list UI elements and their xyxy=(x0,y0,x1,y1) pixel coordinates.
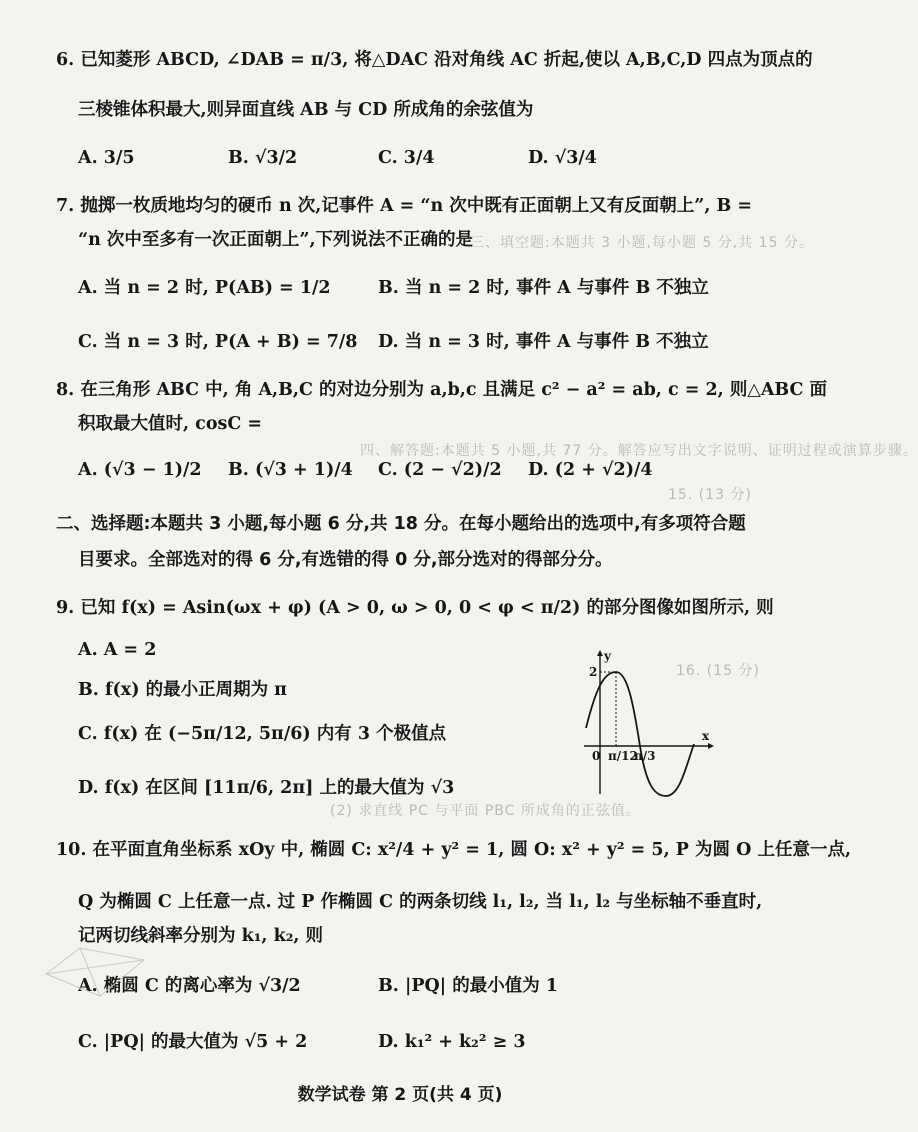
q9-option-c: C. f(x) 在 (−5π/12, 5π/6) 内有 3 个极值点 xyxy=(78,724,447,744)
q10-line1: 10. 在平面直角坐标系 xOy 中, 椭圆 C: x²/4 + y² = 1, 圆 O: x² + y² = 5, P 为圆 O 上任意一点, xyxy=(56,840,852,860)
q6-option-a: A. 3/5 xyxy=(78,148,135,168)
q8-option-b: B. (√3 + 1)/4 xyxy=(228,460,353,480)
q7-option-d: D. 当 n = 3 时, 事件 A 与事件 B 不独立 xyxy=(378,332,709,352)
x-axis-arrow xyxy=(708,743,714,749)
bleed-text: 四、解答题:本题共 5 小题,共 77 分。解答应写出文字说明、证明过程或演算步骤。 xyxy=(360,443,918,459)
y-axis-arrow xyxy=(597,650,603,656)
sine-curve xyxy=(586,672,694,796)
q6-option-d: D. √3/4 xyxy=(528,148,597,168)
q8-line1: 8. 在三角形 ABC 中, 角 A,B,C 的对边分别为 a,b,c 且满足 c² − a² = ab, c = 2, 则△ABC 面 xyxy=(56,380,828,400)
q10-line2: Q 为椭圆 C 上任意一点. 过 P 作椭圆 C 的两条切线 l₁, l₂, 当 l₁, l₂ 与坐标轴不垂直时, xyxy=(78,892,763,912)
q6-line1: 6. 已知菱形 ABCD, ∠DAB = π/3, 将△DAC 沿对角线 AC 折起,使以 A,B,C,D 四点为顶点的 xyxy=(56,50,813,70)
q8-option-d: D. (2 + √2)/4 xyxy=(528,460,653,480)
bleed-text: 16. (15 分) xyxy=(676,663,760,679)
q6-option-c: C. 3/4 xyxy=(378,148,435,168)
q10-option-b: B. |PQ| 的最小值为 1 xyxy=(378,976,558,996)
page-footer: 数学试卷 第 2 页(共 4 页) xyxy=(297,1085,503,1105)
q7-option-c: C. 当 n = 3 时, P(A + B) = 7/8 xyxy=(78,332,358,352)
q10-option-d: D. k₁² + k₂² ≥ 3 xyxy=(378,1032,526,1052)
q10-option-c: C. |PQ| 的最大值为 √5 + 2 xyxy=(78,1032,308,1052)
q7-line2: “n 次中至多有一次正面朝上”,下列说法不正确的是 xyxy=(78,230,474,250)
bleed-text: 15. (13 分) xyxy=(668,487,752,503)
bleed-sketch xyxy=(40,940,150,1000)
graph-tick-pi3: π/3 xyxy=(634,749,656,763)
graph-x-label: x xyxy=(702,729,710,743)
q7-option-a: A. 当 n = 2 时, P(AB) = 1/2 xyxy=(78,278,331,298)
section-2-instructions: 目要求。全部选对的得 6 分,有选错的得 0 分,部分选对的得部分分。 xyxy=(78,550,613,570)
q8-option-c: C. (2 − √2)/2 xyxy=(378,460,502,480)
q6-option-b: B. √3/2 xyxy=(228,148,298,168)
q7-line1: 7. 抛掷一枚质地均匀的硬币 n 次,记事件 A = “n 次中既有正面朝上又有反面朝上”, B = xyxy=(56,196,753,216)
graph-max-label: 2 xyxy=(589,665,598,679)
graph-tick-pi12: π/12 xyxy=(608,749,638,763)
q9-option-a: A. A = 2 xyxy=(78,640,157,660)
q9-option-b: B. f(x) 的最小正周期为 π xyxy=(78,680,287,700)
q10-option-a: A. 椭圆 C 的离心率为 √3/2 xyxy=(78,976,301,996)
q7-option-b: B. 当 n = 2 时, 事件 A 与事件 B 不独立 xyxy=(378,278,709,298)
bleed-text: (2) 求直线 PC 与平面 PBC 所成角的正弦值。 xyxy=(330,803,641,819)
q9-sine-graph xyxy=(582,648,714,798)
q10-line3: 记两切线斜率分别为 k₁, k₂, 则 xyxy=(78,926,324,946)
section-2-heading: 二、选择题:本题共 3 小题,每小题 6 分,共 18 分。在每小题给出的选项中,有多项符合题 xyxy=(56,514,746,534)
bleed-text: 三、填空题:本题共 3 小题,每小题 5 分,共 15 分。 xyxy=(470,235,814,251)
q8-option-a: A. (√3 − 1)/2 xyxy=(78,460,202,480)
q9-line1: 9. 已知 f(x) = Asin(ωx + φ) (A > 0, ω > 0, 0 < φ < π/2) 的部分图像如图所示, 则 xyxy=(56,598,774,618)
q9-option-d: D. f(x) 在区间 [11π/6, 2π] 上的最大值为 √3 xyxy=(78,778,455,798)
graph-y-label: y xyxy=(604,649,611,663)
q6-line2: 三棱锥体积最大,则异面直线 AB 与 CD 所成角的余弦值为 xyxy=(78,100,534,120)
graph-origin-label: 0 xyxy=(592,749,601,763)
q8-line2: 积取最大值时, cosC = xyxy=(78,414,263,434)
